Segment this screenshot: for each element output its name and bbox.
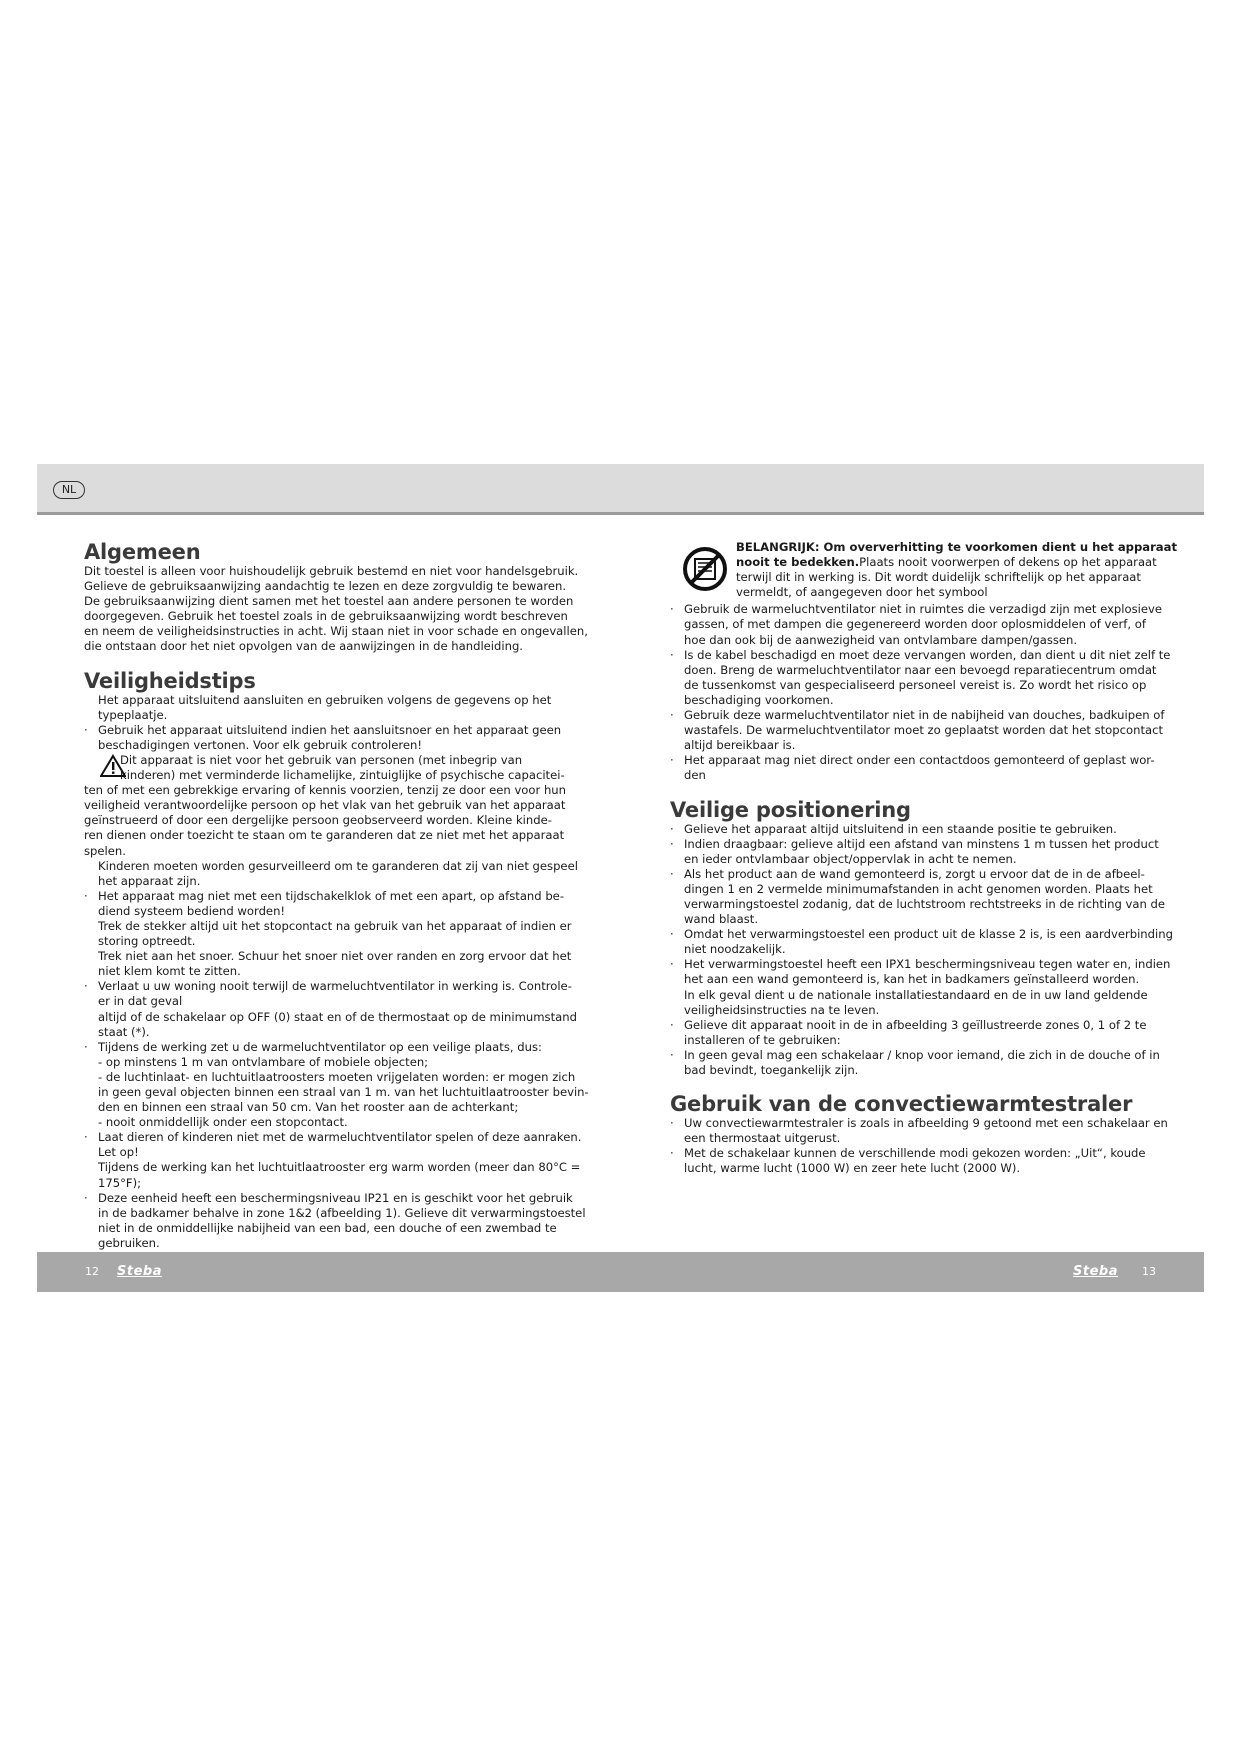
text-line: In geen geval mag een schakelaar / knop voor iemand, die zich in de douche of in <box>684 1047 1160 1062</box>
text-line: Tijdens de werking zet u de warmeluchtventilator op een veilige plaats, dus: <box>98 1039 542 1054</box>
text-line: die ontstaan door het niet opvolgen van de aanwijzingen in de handleiding. <box>84 639 523 654</box>
warning-line-1: Dit apparaat is niet voor het gebruik van personen (met inbegrip van <box>120 752 523 767</box>
text-line: 175°F); <box>98 1175 142 1190</box>
warnings-list <box>670 602 1182 783</box>
text-line: veiligheidsinstructies na te leven. <box>684 1002 880 1017</box>
list-item <box>84 919 604 949</box>
section-veiligheidstips <box>84 669 604 1251</box>
list-item: · Verlaat u uw woning nooit terwijl de warmeluchtventilator in werking is. Controle- er in dat geval <box>84 979 604 1009</box>
text-line: Verlaat u uw woning nooit terwijl de warmeluchtventilator in werking is. Controle- <box>98 979 572 994</box>
text-line: De gebruiksaanwijzing dient samen met het toestel aan andere personen te worden <box>84 594 574 609</box>
list-item: · Gebruik deze warmeluchtventilator niet in de nabijheid van douches, badkuipen of wastafels. De warmeluchtventilator moet zo geplaatst worden dat het stopcontact altijd bereikbaar is. <box>670 708 1182 753</box>
text-line: bad bevindt, toegankelijk zijn. <box>684 1063 859 1077</box>
positioning-list <box>670 822 1182 1079</box>
list-item: · Het verwarmingstoestel heeft een IPX1 beschermingsniveau tegen water en, indien het aan een wand gemonteerd is, kan het in badkamers geïnstalleerd worden. In elk geval dient u de nationale installatiestandaard en de in uw land geldende veiligheidsinstructies na te leven. <box>670 957 1182 1017</box>
list-item: · Uw convectiewarmtestraler is zoals in afbeelding 9 getoond met een schakelaar en een thermostaat uitgerust. <box>670 1116 1182 1146</box>
list-item <box>84 693 604 723</box>
heading-gebruik: Gebruik van de convectiewarmtestraler <box>670 1092 1133 1117</box>
brand-logo-right: Steba <box>1073 1264 1118 1279</box>
do-not-cover-icon <box>682 546 728 592</box>
text-line: den en binnen een straal van 50 cm. Van het rooster aan de achterkant; <box>98 1100 519 1115</box>
text-line: hoe dan ook bij de aanwezigheid van ontvlambare dampen/gassen. <box>684 632 1078 647</box>
list-item: · Tijdens de werking zet u de warmeluchtventilator op een veilige plaats, dus: - op minstens 1 m van ontvlambare of mobiele objecten; - de luchtinlaat- en luchtuitlaatroosters moeten vrijgelaten worden: er mogen zich in geen geval objecten binnen een straal van 1 m. van het luchtuitlaatrooster bevin- den en binnen een straal van 50 cm. Van het rooster aan de achterkant; - nooit onmiddellijk onder een stopcontact. <box>84 1040 604 1131</box>
section-gebruik <box>670 1092 1182 1176</box>
text-line: Het apparaat mag niet met een tijdschakelklok of met een apart, op afstand be- <box>98 888 564 903</box>
text-line: Het apparaat mag niet direct onder een contactdoos gemonteerd of geplast wor- <box>684 753 1155 768</box>
list-item: · Omdat het verwarmingstoestel een product uit de klasse 2 is, is een aardverbinding niet noodzakelijk. <box>670 927 1182 957</box>
list-item: · Met de schakelaar kunnen de verschillende modi gekozen worden: „Uit“, koude lucht, warme lucht (1000 W) en zeer hete lucht (2000 W). <box>670 1146 1182 1176</box>
text-line: - op minstens 1 m van ontvlambare of mobiele objecten; <box>98 1054 429 1069</box>
list-item: · Deze eenheid heeft een beschermingsniveau IP21 en is geschikt voor het gebruik in de badkamer behalve in zone 1&2 (afbeelding 1). Gelieve dit verwarmingstoestel niet in de onmiddellijke nabijheid van een bad, een douche of een zwembad te gebruiken. <box>84 1191 604 1251</box>
safety-list <box>84 693 604 1251</box>
text-line: doorgegeven. Gebruik het toestel zoals in de gebruiksaanwijzing wordt beschreven <box>84 609 568 624</box>
text-line: installeren of te gebruiken: <box>684 1032 841 1047</box>
text-line: Laat dieren of kinderen niet met de warmeluchtventilator spelen of deze aanraken. <box>98 1130 582 1145</box>
left-column <box>84 540 604 1265</box>
text-line: Dit toestel is alleen voor huishoudelijk gebruik bestemd en niet voor handelsgebruik. <box>84 564 579 578</box>
section-algemeen <box>84 540 604 655</box>
list-item <box>84 949 604 979</box>
list-item: · Gelieve het apparaat altijd uitsluitend in een staande positie te gebruiken. <box>670 822 1182 837</box>
text-line: typeplaatje. <box>98 707 168 722</box>
heading-positionering: Veilige positionering <box>670 797 911 822</box>
text-line: diend systeem bediend worden! <box>98 903 286 918</box>
text-line: en ieder ontvlambaar object/oppervlak in acht te nemen. <box>684 851 1017 866</box>
text-line: - nooit onmiddellijk onder een stopcontact. <box>98 1115 348 1130</box>
text-line: altijd bereikbaar is. <box>684 738 796 753</box>
warning-line-2: kinderen) met verminderde lichamelijke, zintuiglijke of psychische capacitei- <box>120 768 565 783</box>
text-line: gebruiken. <box>98 1235 160 1250</box>
footer-band <box>37 1252 1204 1292</box>
text-line: beschadiging voorkomen. <box>684 692 834 707</box>
text-line: er in dat geval <box>98 994 183 1009</box>
text-line: Het verwarmingstoestel heeft een IPX1 beschermingsniveau tegen water en, indien <box>684 957 1171 972</box>
text-line: Gelieve de gebruiksaanwijzing aandachtig te lezen en deze zorgvuldig te bewaren. <box>84 579 567 594</box>
language-badge: NL <box>53 481 85 499</box>
usage-list <box>670 1116 1182 1176</box>
page-number-right: 13 <box>1142 1265 1156 1278</box>
list-item: · Is de kabel beschadigd en moet deze vervangen worden, dan dient u dit niet zelf te doen. Breng de warmeluchtventilator naar een bevoegd reparatiecentrum omdat de tussenkomst van gespecialiseerd personeel vereist is. Zo wordt het risico op beschadiging voorkomen. <box>670 648 1182 708</box>
text-line: spelen. <box>84 843 126 858</box>
text-line: Met de schakelaar kunnen de verschillende modi gekozen worden: „Uit“, koude <box>684 1146 1146 1161</box>
text-line: Indien draagbaar: gelieve altijd een afstand van minstens 1 m tussen het product <box>684 836 1159 851</box>
text-line: Let op! <box>98 1145 139 1160</box>
text-line: wand blaast. <box>684 912 759 927</box>
text-line: Gelieve het apparaat altijd uitsluitend in een staande positie te gebruiken. <box>684 821 1117 836</box>
heading-veiligheidstips: Veiligheidstips <box>84 668 256 693</box>
text-line: Gebruik de warmeluchtventilator niet in ruimtes die verzadigd zijn met explosieve <box>684 602 1162 617</box>
text-line: in geen geval objecten binnen een straal van 1 m. van het luchtuitlaatrooster bevin- <box>98 1085 589 1099</box>
text-line: veiligheid verantwoordelijke persoon op het vlak van het gebruik van het apparaat <box>84 798 566 813</box>
text-line: dingen 1 en 2 vermelde minimumafstanden in acht genomen worden. Plaats het <box>684 881 1153 896</box>
list-item <box>84 753 604 859</box>
text-line: altijd of de schakelaar op OFF (0) staat en of de thermostaat op de minimumstand <box>98 1009 577 1024</box>
text-line: Trek niet aan het snoer. Schuur het snoer niet over randen en zorg ervoor dat het <box>98 949 572 964</box>
text-line: een thermostaat uitgerust. <box>684 1131 841 1146</box>
heading-algemeen: Algemeen <box>84 540 201 564</box>
text-line: het aan een wand gemonteerd is, kan het in badkamers geïnstalleerd worden. <box>684 972 1140 987</box>
algemeen-body <box>84 564 604 655</box>
list-item: · Gebruik het apparaat uitsluitend indien het aansluitsnoer en het apparaat geen beschadigingen vertonen. Voor elk gebruik controleren! <box>84 723 604 753</box>
text-line: en neem de veiligheidsinstructies in acht. Wij staan niet in voor schade en ongevallen, <box>84 624 588 639</box>
section-positionering <box>670 798 1182 1079</box>
text-line: verwarmingstoestel zodanig, dat de luchtstroom rechtstreeks in de richting van de <box>684 896 1165 911</box>
text-line: ren dienen onder toezicht te staan om te garanderen dat ze niet met het apparaat <box>84 828 565 843</box>
text-line: Kinderen moeten worden gesurveilleerd om te garanderen dat zij van niet gespeel <box>98 858 578 873</box>
text-line: storing optreedt. <box>98 934 196 949</box>
text-line: Uw convectiewarmtestraler is zoals in afbeelding 9 getoond met een schakelaar en <box>684 1116 1168 1131</box>
text-line: in de badkamer behalve in zone 1&2 (afbeelding 1). Gelieve dit verwarmingstoestel <box>98 1205 586 1220</box>
text-line: Omdat het verwarmingstoestel een product uit de klasse 2 is, is een aardverbinding <box>684 927 1173 942</box>
text-line: het apparaat zijn. <box>98 873 201 888</box>
text-line: geïnstrueerd of door een dergelijke persoon geobserveerd worden. Kleine kinde- <box>84 813 552 828</box>
text-line: ten of met een gebrekkige ervaring of kennis voorzien, tenzij ze door een voor hun <box>84 783 566 798</box>
text-line: In elk geval dient u de nationale installatiestandaard en de in uw land geldende <box>684 987 1148 1002</box>
text-line: beschadigingen vertonen. Voor elk gebruik controleren! <box>98 737 422 752</box>
text-line: gassen, of met dampen die gegenereerd worden door oplosmiddelen of verf, of <box>684 617 1146 632</box>
text-line: Gebruik deze warmeluchtventilator niet in de nabijheid van douches, badkuipen of <box>684 708 1165 723</box>
text-line: Deze eenheid heeft een beschermingsniveau IP21 en is geschikt voor het gebruik <box>98 1190 573 1205</box>
text-line: Als het product aan de wand gemonteerd is, zorgt u ervoor dat de in de afbeel- <box>684 866 1145 881</box>
list-item: · Gebruik de warmeluchtventilator niet in ruimtes die verzadigd zijn met explosieve gassen, of met dampen die gegenereerd worden door oplosmiddelen of verf, of hoe dan ook bij de aanwezigheid van ontvlambare dampen/gassen. <box>670 602 1182 647</box>
list-item <box>84 1160 604 1190</box>
text-line: den <box>684 768 706 783</box>
text-line: niet klem komt te zitten. <box>98 964 241 979</box>
list-item: · Het apparaat mag niet direct onder een contactdoos gemonteerd of geplast wor- den <box>670 753 1182 783</box>
warning-triangle-icon <box>100 754 126 778</box>
text-line: niet noodzakelijk. <box>684 942 786 957</box>
text-line: - de luchtinlaat- en luchtuitlaatroosters moeten vrijgelaten worden: er mogen zich <box>98 1069 576 1084</box>
text-line: Is de kabel beschadigd en moet deze vervangen worden, dan dient u dit niet zelf te <box>684 647 1171 662</box>
text-line: Het apparaat uitsluitend aansluiten en gebruiken volgens de gegevens op het <box>98 692 552 707</box>
text-line: staat (*). <box>98 1024 150 1039</box>
warning-rest <box>84 783 604 858</box>
text-line: de tussenkomst van gespecialiseerd personeel vereist is. Zo wordt het risico op <box>684 677 1147 692</box>
list-item: · Het apparaat mag niet met een tijdschakelklok of met een apart, op afstand be- diend systeem bediend worden! <box>84 889 604 919</box>
top-band <box>37 464 1204 515</box>
text-line: Trek de stekker altijd uit het stopcontact na gebruik van het apparaat of indien er <box>98 918 572 933</box>
text-line: wastafels. De warmeluchtventilator moet zo geplaatst worden dat het stopcontact <box>684 723 1164 738</box>
right-column <box>670 540 1182 1190</box>
text-line: Gelieve dit apparaat nooit in de in afbeelding 3 geïllustreerde zones 0, 1 of 2 te <box>684 1017 1147 1032</box>
important-notice <box>670 540 1182 600</box>
list-item: · Als het product aan de wand gemonteerd is, zorgt u ervoor dat de in de afbeel- dingen 1 en 2 vermelde minimumafstanden in acht genomen worden. Plaats het verwarmingstoestel zodanig, dat de luchtstroom rechtstreeks in de richting van de wand blaast. <box>670 867 1182 927</box>
list-item: · Gelieve dit apparaat nooit in de in afbeelding 3 geïllustreerde zones 0, 1 of 2 te installeren of te gebruiken: <box>670 1018 1182 1048</box>
list-item <box>84 1010 604 1040</box>
text-line: Gebruik het apparaat uitsluitend indien het aansluitsnoer en het apparaat geen <box>98 722 562 737</box>
text-line: lucht, warme lucht (1000 W) en zeer hete lucht (2000 W). <box>684 1161 1021 1176</box>
text-line: niet in de onmiddellijke nabijheid van een bad, een douche of een zwembad te <box>98 1220 557 1235</box>
text-line: Tijdens de werking kan het luchtuitlaatrooster erg warm worden (meer dan 80°C = <box>98 1160 581 1175</box>
important-bold: : Om oververhitting te voorkomen dient u het apparaat nooit te bedekken. <box>736 540 1177 570</box>
important-label: BELANGRIJK <box>736 540 815 554</box>
list-item <box>84 859 604 889</box>
text-line: doen. Breng de warmeluchtventilator naar een bevoegd reparatiecentrum omdat <box>684 662 1157 677</box>
brand-logo-left: Steba <box>117 1264 162 1279</box>
list-item: · Indien draagbaar: gelieve altijd een afstand van minstens 1 m tussen het product en ieder ontvlambaar object/oppervlak in acht te nemen. <box>670 837 1182 867</box>
page-number-left: 12 <box>85 1265 99 1278</box>
important-rest: Plaats nooit voorwerpen of dekens op het apparaat terwijl dit in werking is. Dit wordt duidelijk schriftelijk op het apparaat vermeldt, of aangegeven door het symbool <box>736 555 1157 600</box>
list-item: · Laat dieren of kinderen niet met de warmeluchtventilator spelen of deze aanraken. Let op! <box>84 1130 604 1160</box>
list-item: · In geen geval mag een schakelaar / knop voor iemand, die zich in de douche of in bad bevindt, toegankelijk zijn. <box>670 1048 1182 1078</box>
